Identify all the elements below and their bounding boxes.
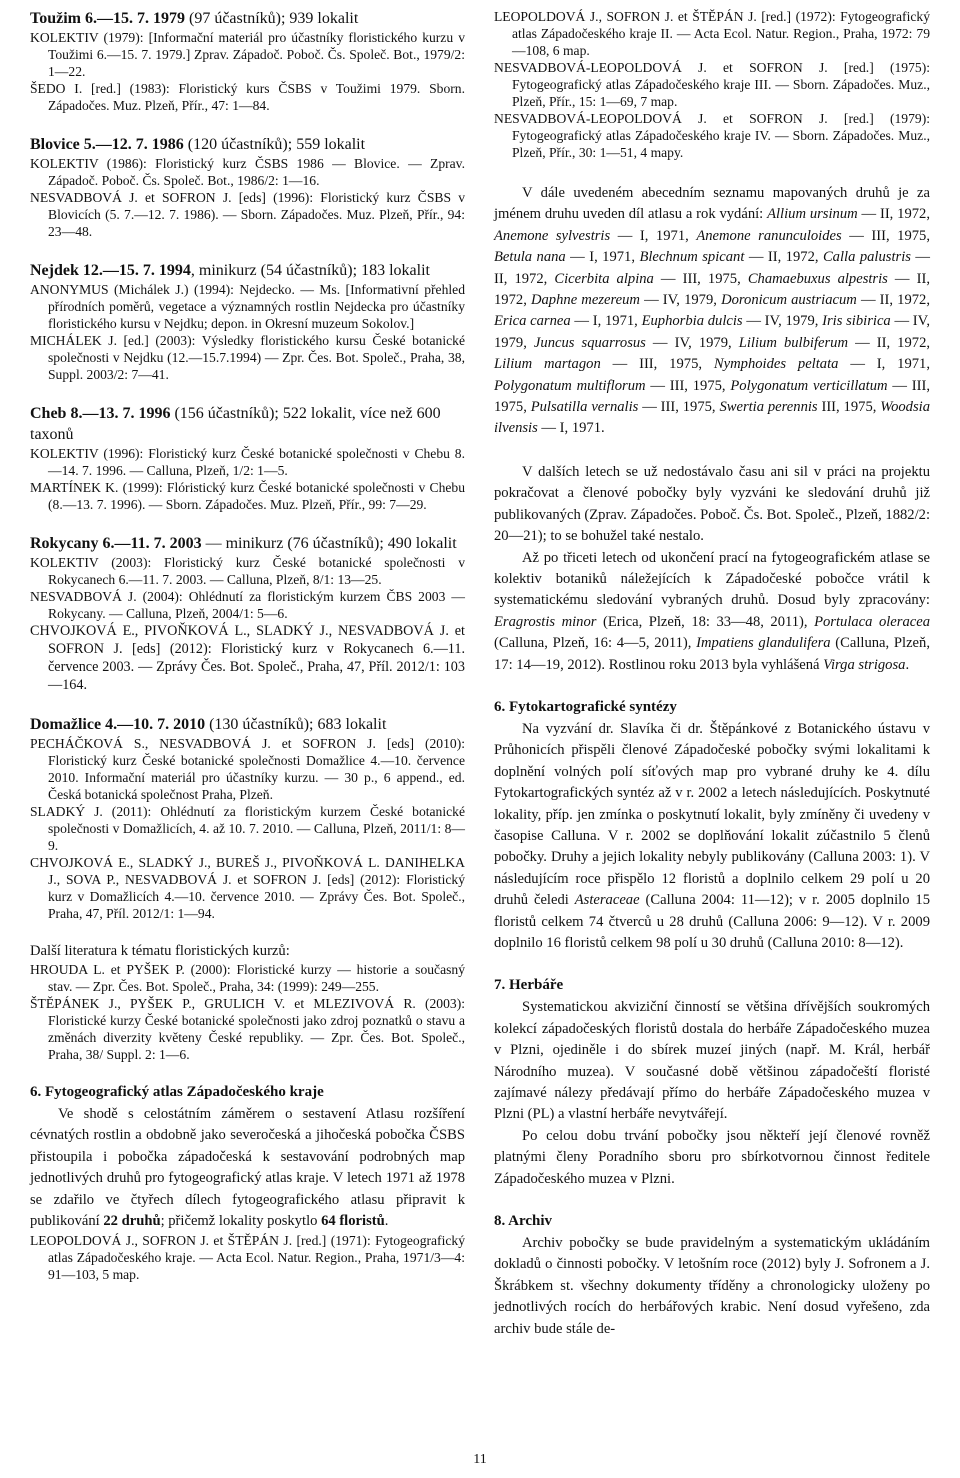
right-column [494,8,930,1340]
course-heading: Rokycany 6.—11. 7. 2003 — minikurz (76 účastníků); 490 lokalit [30,535,457,552]
reference: KOLEKTIV (1979): [Informační materiál pro účastníky floristického kurzu v Toužimi 6.—15. 7. 1979.] Zprav. Západoč. Poboč. Čs. Společ. Bot., 1979/2: 1—22. [30,30,465,79]
paragraph: V dalších letech se už nedostávalo času ani sil v práci na projektu pokračovat a členové pobočky byly vyzváni ke sledování druhů již publikovaných (Zprav. Západočes. Poboč. Čs. Bot. Společ., Plzeň, 1882/2: 20—21); to se bohužel také nestalo. [494,463,930,545]
paragraph: Archiv pobočky se bude pravidelným a systematickým ukládáním dokladů o činnosti pobočky. V letošním roce (2012) byly J. Sofronem a J. Škrábkem st. všechny dokumenty tříděny a chronologicky uloženy po jednotlivých rocích do herbářových krabic. Není dosud vyřešeno, zda archiv bude stále de- [494,1235,930,1337]
reference: NESVADBOVÁ J. et SOFRON J. [eds] (1996): Floristický kurz ČSBS v Blovicích (5. 7.—12. 7. 1986). — Sborn. Západočes. Muz. Plzeň, Přír., 94: 23—48. [30,190,465,239]
reference: MARTÍNEK K. (1999): Flóristický kurz České botanické společnosti v Chebu (8.—13. 7. 1996). — Sborn. Západočes. Muz. Plzeň, Přír., 99: 7—29. [30,480,465,512]
course-heading: Nejdek 12.—15. 7. 1994, minikurz (54 účastníků); 183 lokalit [30,262,430,279]
reference: CHVOJKOVÁ E., PIVOŇKOVÁ L., SLADKÝ J., NESVADBOVÁ J. et SOFRON J. [eds] (2012): Floristický kurz v Rokycanech 6.—11. července 2003. — Zprávy Čes. Bot. Společ., Praha, 47, Příl. 2012/1: 103—164. [30,623,465,693]
paragraph: Systematickou akviziční činností se většina dřívějších soukromých kolekcí západočeských floristů dostala do herbáře Západočeského muzea v Plzni, ojediněle i do sbírek muzeí jiných (např. M. Král, herbář Národního muzea). V současné době většinou západočeští floristé zajímavé nálezy předávají přímo do herbáře Západočeského muzea v Plzni (PL) a vlastní herbáře nevytvářejí. [494,999,930,1123]
section-title: 6. Fytogeografický atlas Západočeského kraje [30,1084,324,1100]
course-heading: Cheb 8.—13. 7. 1996 (156 účastníků); 522 lokalit, více než 600 taxonů [30,405,441,443]
course-heading: Toužim 6.—15. 7. 1979 (97 účastníků); 939 lokalit [30,10,359,27]
reference: LEOPOLDOVÁ J., SOFRON J. et ŠTĚPÁN J. [red.] (1971): Fytogeografický atlas Západočeského kraje. — Acta Ecol. Natur. Region., Praha, 1971/3—4: 91—103, 5 map. [30,1233,465,1283]
course-heading: Blovice 5.—12. 7. 1986 (120 účastníků); 559 lokalit [30,136,366,153]
literature-block [30,942,465,1063]
atlas-references [494,8,930,161]
reference: CHVOJKOVÁ E., SLADKÝ J., BUREŠ J., PIVOŇKOVÁ L. DANIHELKA J., SOVA P., NESVADBOVÁ J. et SOFRON J. [eds] (2012): Floristický kurz v Domažlicích 4.—10. července 2010. — Zprávy Čes. Bot. Společ., Praha, 47, Příl. 2012/1: 1—94. [30,855,465,921]
reference: KOLEKTIV (1996): Floristický kurz České botanické společnosti v Chebu 8.—14. 7. 1996. — Calluna, Plzeň, 1/2: 1—5. [30,446,465,478]
reference: NESVADBOVÁ J. (2004): Ohlédnutí za floristickým kurzem ČBS 2003 — Rokycany. — Calluna, Plzeň, 2004/1: 5—6. [30,589,465,621]
reference: LEOPOLDOVÁ J., SOFRON J. et ŠTĚPÁN J. [red.] (1972): Fytogeografický atlas Západočeského kraje II. — Acta Ecol. Natur. Region., Praha, 1972: 79—108, 6 map. [494,9,930,58]
course-entry [30,8,465,114]
left-column [30,8,465,1283]
reference: HROUDA L. et PYŠEK P. (2000): Floristické kurzy — historie a současný stav. — Zpr. Čes. Bot. Společ., Praha, 34: (1999): 249—255. [30,962,465,994]
reference: KOLEKTIV (2003): Floristický kurz České botanické společnosti v Rokycanech 6.—11. 7. 2003. — Calluna, Plzeň, 8/1: 13—25. [30,555,465,587]
reference: NESVADBOVÁ-LEOPOLDOVÁ J. et SOFRON J. [red.] (1975): Fytogeografický atlas Západočeského kraje III. — Sborn. Západočes. Muz., Plzeň, Přír., 15: 1—69, 7 map. [494,60,930,109]
course-entry [30,134,465,240]
section-title: 6. Fytokartografické syntézy [494,698,677,715]
reference: ŠEDO I. [red.] (1983): Floristický kurs ČSBS v Toužimi 1979. Sborn. Západočes. Muz. Plzeň, Přír., 47: 1—84. [30,81,465,113]
reference: NESVADBOVÁ-LEOPOLDOVÁ J. et SOFRON J. [red.] (1979): Fytogeografický atlas Západočeského kraje IV. — Sborn. Západočes. Muz., Plzeň, Přír., 30: 1—51, 4 mapy. [494,111,930,160]
section-title: 8. Archiv [494,1213,553,1230]
reference: ANONYMUS (Michálek J.) (1994): Nejdecko. — Ms. [Informativní přehled přírodních poměrů, vegetace a významných rostlin Nejdecka pro účastníky floristického kursu v Nejdku; depon. in Okresní muzeum Sokolov.] [30,282,465,331]
species-list-paragraph: V dále uvedeném abecedním seznamu mapovaných druhů je za jménem druhu uveden díl atlasu a rok vydání: Allium ursinum — II, 1972, Anemone sylvestris — I, 1971, Anemone ranunculoides — III, 1975, Betula nana — I, 1971, Blechnum spicant — II, 1972, Calla palustris — II, 1972, Cicerbita alpina — III, 1975, Chamaebuxus alpestris — II, 1972, Daphne mezereum — IV, 1979, Doronicum austriacum — II, 1972, Erica carnea — I, 1971, Euphorbia dulcis — IV, 1979, Iris sibirica — IV, 1979, Juncus squarrosus — IV, 1979, Lilium bulbiferum — II, 1972, Lilium martagon — III, 1975, Nymphoides peltata — I, 1971, Polygonatum multiflorum — III, 1975, Polygonatum verticillatum — III, 1975, Pulsatilla vernalis — III, 1975, Swertia perennis III, 1975, Woodsia ilvensis — I, 1971. [494,185,931,437]
reference: KOLEKTIV (1986): Floristický kurz ČSBS 1986 — Blovice. — Zprav. Západoč. Poboč. Čs. Společ. Bot., 1986/2: 1—16. [30,156,465,188]
section-atlas [30,1083,465,1283]
reference: PECHÁČKOVÁ S., NESVADBOVÁ J. et SOFRON J. [eds] (2010): Floristický kurz České botanické společnosti Domažlice 4.—10. července 2010. Informační materiál pro účastníky kurzu. — 30 p., 6 append., ed. Česká botanická společnost Praha, Plzeň. [30,736,465,802]
course-entry [30,533,465,694]
paragraph: Až po třiceti letech od ukončení prací na fytogeografickém atlase se kolektiv botaniků náležejících k Západočeské pobočce vrátil k systematickému sledování vybraných druhů. Dosud byly zpracovány: Eragrostis minor (Erica, Plzeň, 18: 33—48, 2011), Portulaca oleracea (Calluna, Plzeň, 16: 4—5, 2011), Impatiens glandulifera (Calluna, Plzeň, 17: 14—19, 2012). Rostlinou roku 2013 byla vyhlášená Virga strigosa. [494,549,931,673]
literature-heading: Další literatura k tématu floristických kurzů: [30,943,290,959]
page-number: 11 [473,1452,487,1467]
course-heading: Domažlice 4.—10. 7. 2010 (130 účastníků); 683 lokalit [30,716,387,733]
paragraph: Ve shodě s celostátním záměrem o sestavení Atlasu rozšíření cévnatých rostlin a obdobně jako severočeská a jihočeská pobočka ČSBS přistoupila i pobočka západočeská k sestavování podrobných map jednotlivých druhů pro fytogeografický atlas kraje. V letech 1971 až 1978 se zdařilo ve čtyřech dílech fytogeografického atlasu připravit k publikování 22 druhů; přičemž lokality poskytlo 64 floristů. [30,1106,465,1230]
section-title: 7. Herbáře [494,977,564,994]
reference: SLADKÝ J. (2011): Ohlédnutí za floristickým kurzem České botanické společnosti v Domažlicích, 4. až 10. 7. 2010. — Calluna, Plzeň, 2011/1: 8—9. [30,804,465,853]
paragraph: Na vyzvání dr. Slavíka či dr. Štěpánkové z Botanického ústavu v Průhonicích přispěli členové Západočeské pobočky svými lokalitami k doplnění volných polí síťových map pro vybrané druhy ke 4. dílu Fytokartografických syntéz až v r. 2002 a letech následujících. Poskytnuté lokality, příp. jen zmínka o poskytnutí lokalit, byly zmíněny či uvedeny v časopise Calluna. V r. 2002 se doplňování lokalit zúčastnilo 5 členů pobočky. Druhy a jejich lokality nebyly publikovány (Calluna 2003: 1). V následujícím roce přispělo 12 floristů a doplnilo celkem 29 polí u 20 druhů čeledi Asteraceae (Calluna 2004: 11—12); v r. 2005 doplnilo 15 floristů celkem 74 čtverců u 28 druhů (Calluna 2006: 9—12). V r. 2009 doplnilo 16 floristů celkem 98 polí u 30 druhů (Calluna 2010: 8—12). [494,720,931,951]
paragraph: Po celou dobu trvání pobočky jsou někteří její členové rovněž platnými členy Poradního sboru pro sbírkotvornou činnost ředitele Západočeského muzea v Plzni. [494,1127,930,1187]
course-entry [30,403,465,513]
course-entry [30,714,465,922]
course-entry [30,260,465,383]
reference: MICHÁLEK J. [ed.] (2003): Výsledky floristického kursu České botanické společnosti v Nejdku (12.—15.7.1994) — Zpr. Čes. Bot. Společ., Praha, 38, Suppl. 2003/2: 7—41. [30,333,465,382]
reference: ŠTĚPÁNEK J., PYŠEK P., GRULICH V. et MLEZIVOVÁ R. (2003): Floristické kurzy České botanické společnosti jako zdroj poznatků o stavu a změnách diverzity květeny České republiky. — Zpr. Čes. Bot. Společ., Praha, 38/ Suppl. 2: 1—6. [30,996,465,1062]
